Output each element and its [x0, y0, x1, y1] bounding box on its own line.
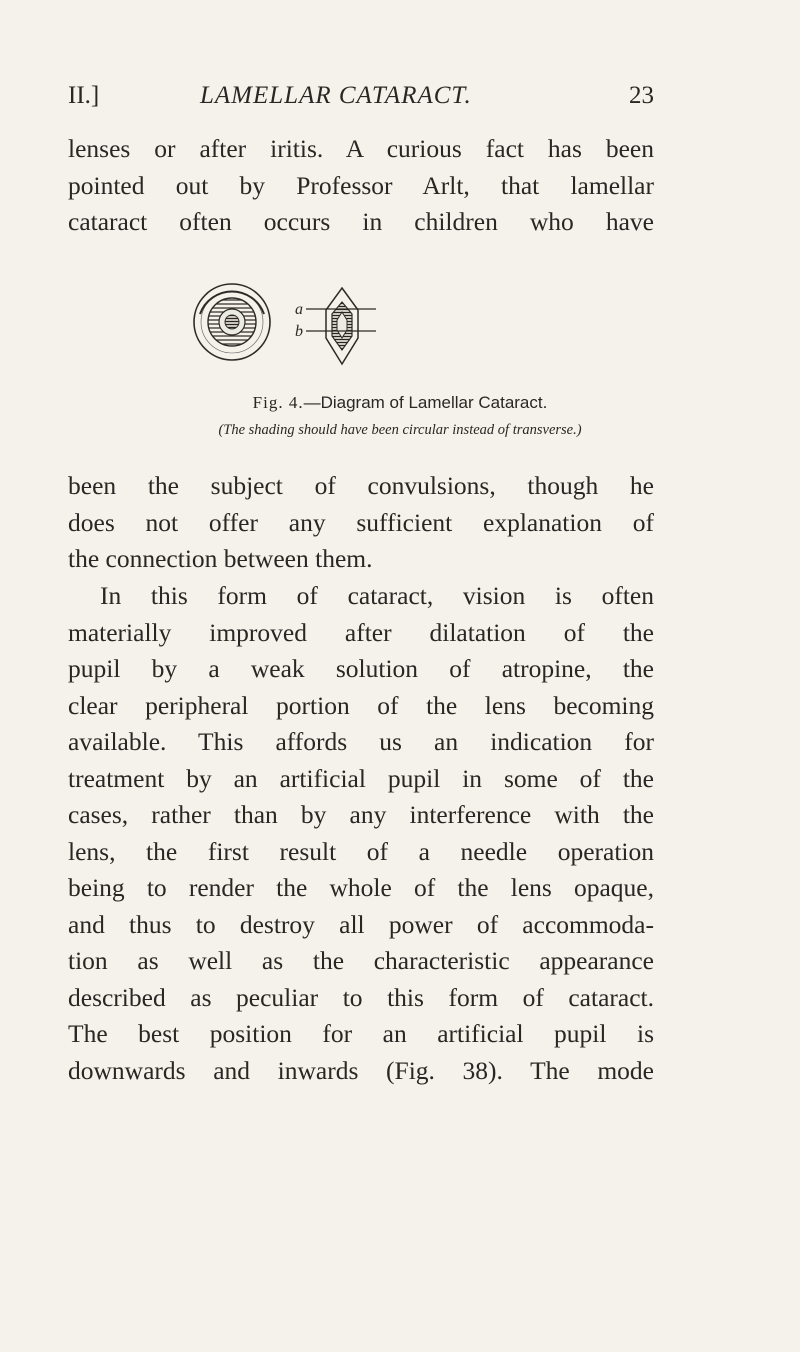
figure-caption-text: —Diagram of Lamellar Cataract. — [303, 393, 548, 412]
text-line: been the subject of convulsions, though he — [68, 471, 654, 500]
text-line: treatment by an artificial pupil in some of the — [68, 763, 654, 793]
text-line: pointed out by Professor Arlt, that lamellar — [68, 170, 654, 200]
paragraph-bottom — [68, 468, 654, 578]
text-line: cases, rather than by any interference with the — [68, 800, 654, 829]
text-line: available. This affords us an indication for — [68, 727, 654, 756]
text-line: the connection between them. — [68, 544, 373, 573]
lamellar-cataract-diagram — [180, 278, 640, 388]
lens-side-view — [295, 288, 376, 364]
lens-front-view — [194, 284, 270, 360]
label-a: a — [295, 301, 303, 318]
text-line: The best position for an artificial pupil is — [68, 1019, 654, 1048]
text-line: lenses or after iritis. A curious fact has been — [68, 134, 654, 163]
text-line: materially improved after dilatation of the — [68, 617, 654, 647]
running-title: LAMELLAR CATARACT. — [200, 82, 472, 109]
text-line: being to render the whole of the lens opaque, — [68, 873, 654, 902]
label-b: b — [295, 323, 303, 340]
text-line: does not offer any sufficient explanation of — [68, 507, 654, 537]
figure-caption — [0, 393, 800, 413]
running-header — [68, 82, 654, 110]
text-line: lens, the first result of a needle operation — [68, 836, 654, 866]
chapter-number: II.] — [68, 82, 100, 109]
page-number: 23 — [629, 82, 654, 109]
text-line: In this form of cataract, vision is often — [100, 581, 654, 610]
text-line: cataract often occurs in children who have — [68, 207, 654, 236]
paragraph-top — [68, 131, 654, 241]
text-line: described as peculiar to this form of cataract. — [68, 982, 654, 1012]
figure-note: (The shading should have been circular instead of transverse.) — [218, 422, 582, 438]
text-line: downwards and inwards (Fig. 38). The mode — [68, 1055, 654, 1085]
text-line: tion as well as the characteristic appearance — [68, 946, 654, 975]
text-line: pupil by a weak solution of atropine, the — [68, 654, 654, 683]
figure-label: Fig. 4. — [252, 393, 304, 412]
paragraph-main — [68, 578, 654, 1089]
text-line: and thus to destroy all power of accommoda- — [68, 909, 654, 939]
text-line: clear peripheral portion of the lens becoming — [68, 690, 654, 720]
